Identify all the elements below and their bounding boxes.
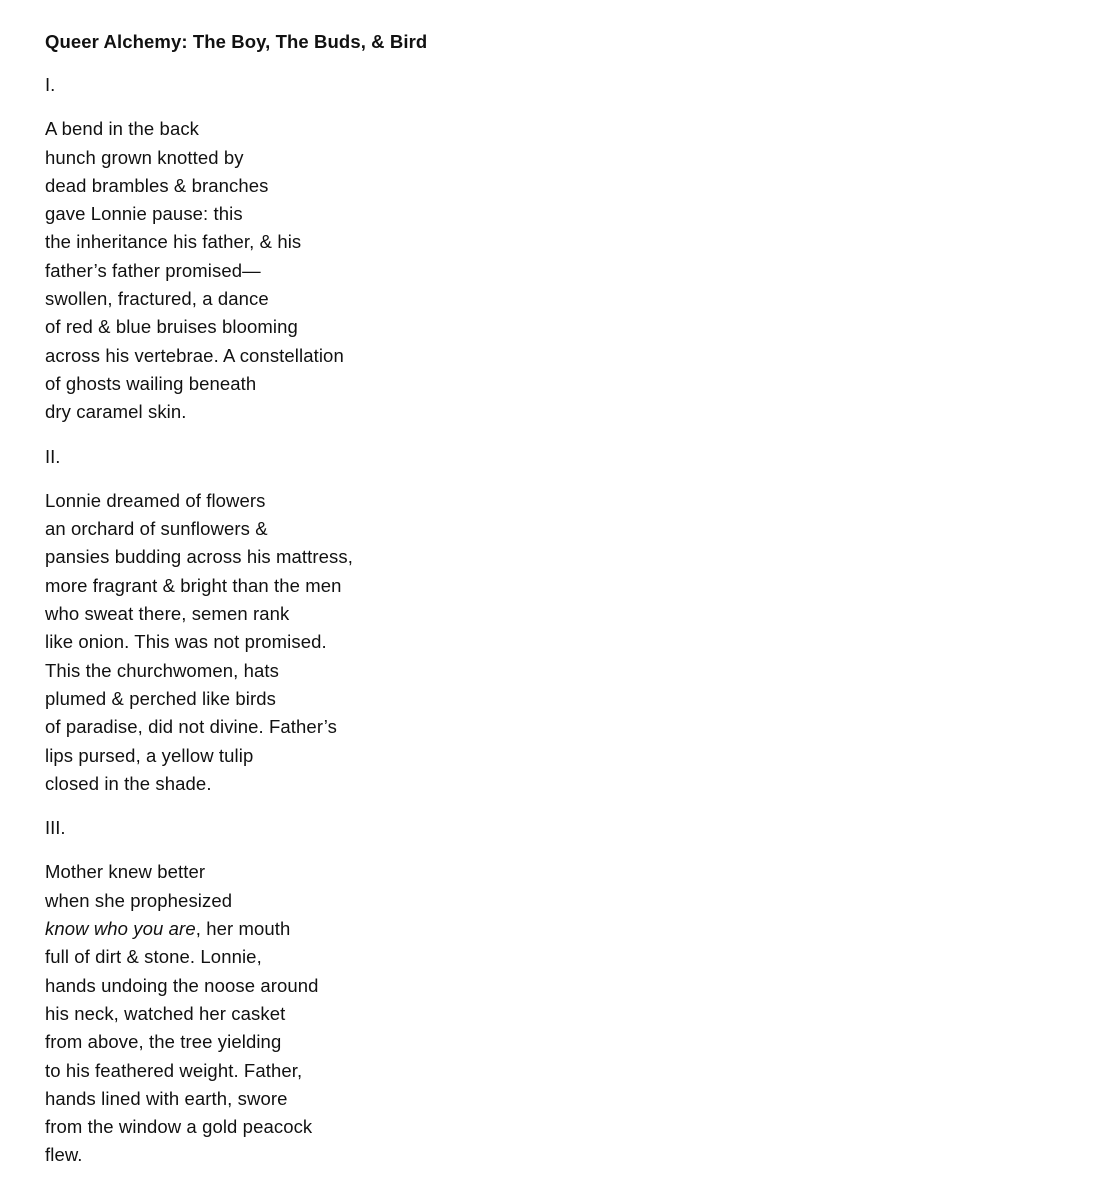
poem-line: of red & blue bruises blooming: [45, 316, 298, 338]
poem-line: to his feathered weight. Father,: [45, 1059, 303, 1081]
section-numeral: III.: [45, 817, 66, 839]
poem-line: of ghosts wailing beneath: [45, 372, 257, 394]
poem-line: A bend in the back: [45, 118, 200, 140]
poem-line: father’s father promised—: [45, 259, 261, 281]
poem-line: plumed & perched like birds: [45, 687, 276, 709]
poem-line: dead brambles & branches: [45, 174, 269, 196]
poem-line: Mother knew better: [45, 861, 206, 883]
stanza: [45, 858, 1045, 1169]
poem-line: like onion. This was not promised.: [45, 631, 327, 653]
poem-line: hands undoing the noose around: [45, 974, 319, 996]
poem-line: full of dirt & stone. Lonnie,: [45, 946, 262, 968]
section-numeral: II.: [45, 445, 61, 467]
poem-line: of paradise, did not divine. Father’s: [45, 716, 337, 738]
poem-line: Lonnie dreamed of flowers: [45, 489, 266, 511]
stanza: [45, 115, 1045, 426]
poem-line: an orchard of sunflowers &: [45, 518, 268, 540]
poem-line: lips pursed, a yellow tulip: [45, 744, 254, 766]
poem-line: gave Lonnie pause: this: [45, 203, 243, 225]
poem-line: his neck, watched her casket: [45, 1002, 286, 1024]
poem-line: across his vertebrae. A constellation: [45, 344, 344, 366]
line-remainder: , her mouth: [195, 918, 291, 940]
poem-line: hunch grown knotted by: [45, 146, 244, 168]
poem-line: when she prophesized: [45, 889, 233, 911]
poem-line: This the churchwomen, hats: [45, 659, 279, 681]
poem-line: dry caramel skin.: [45, 401, 187, 423]
stanza: [45, 487, 1045, 798]
italic-phrase: know who you are: [45, 918, 196, 940]
poem-line: from the window a gold peacock: [45, 1116, 313, 1138]
poem-line: flew.: [45, 1144, 83, 1166]
poem-line: closed in the shade.: [45, 772, 212, 794]
poem-line: pansies budding across his mattress,: [45, 546, 353, 568]
document-page: [45, 29, 1045, 1170]
section-1: [45, 71, 1045, 427]
section-2: [45, 443, 1045, 799]
poem-title: Queer Alchemy: The Boy, The Buds, & Bird: [45, 31, 428, 52]
poem-line: hands lined with earth, swore: [45, 1087, 288, 1109]
poem-line: from above, the tree yielding: [45, 1031, 282, 1053]
poem-line: who sweat there, semen rank: [45, 603, 290, 625]
section-numeral: I.: [45, 74, 56, 95]
poem-line-mixed: [45, 915, 1045, 943]
section-3: [45, 814, 1045, 1170]
poem-line: the inheritance his father, & his: [45, 231, 302, 253]
poem-line: swollen, fractured, a dance: [45, 288, 269, 310]
poem-line: more fragrant & bright than the men: [45, 574, 342, 596]
